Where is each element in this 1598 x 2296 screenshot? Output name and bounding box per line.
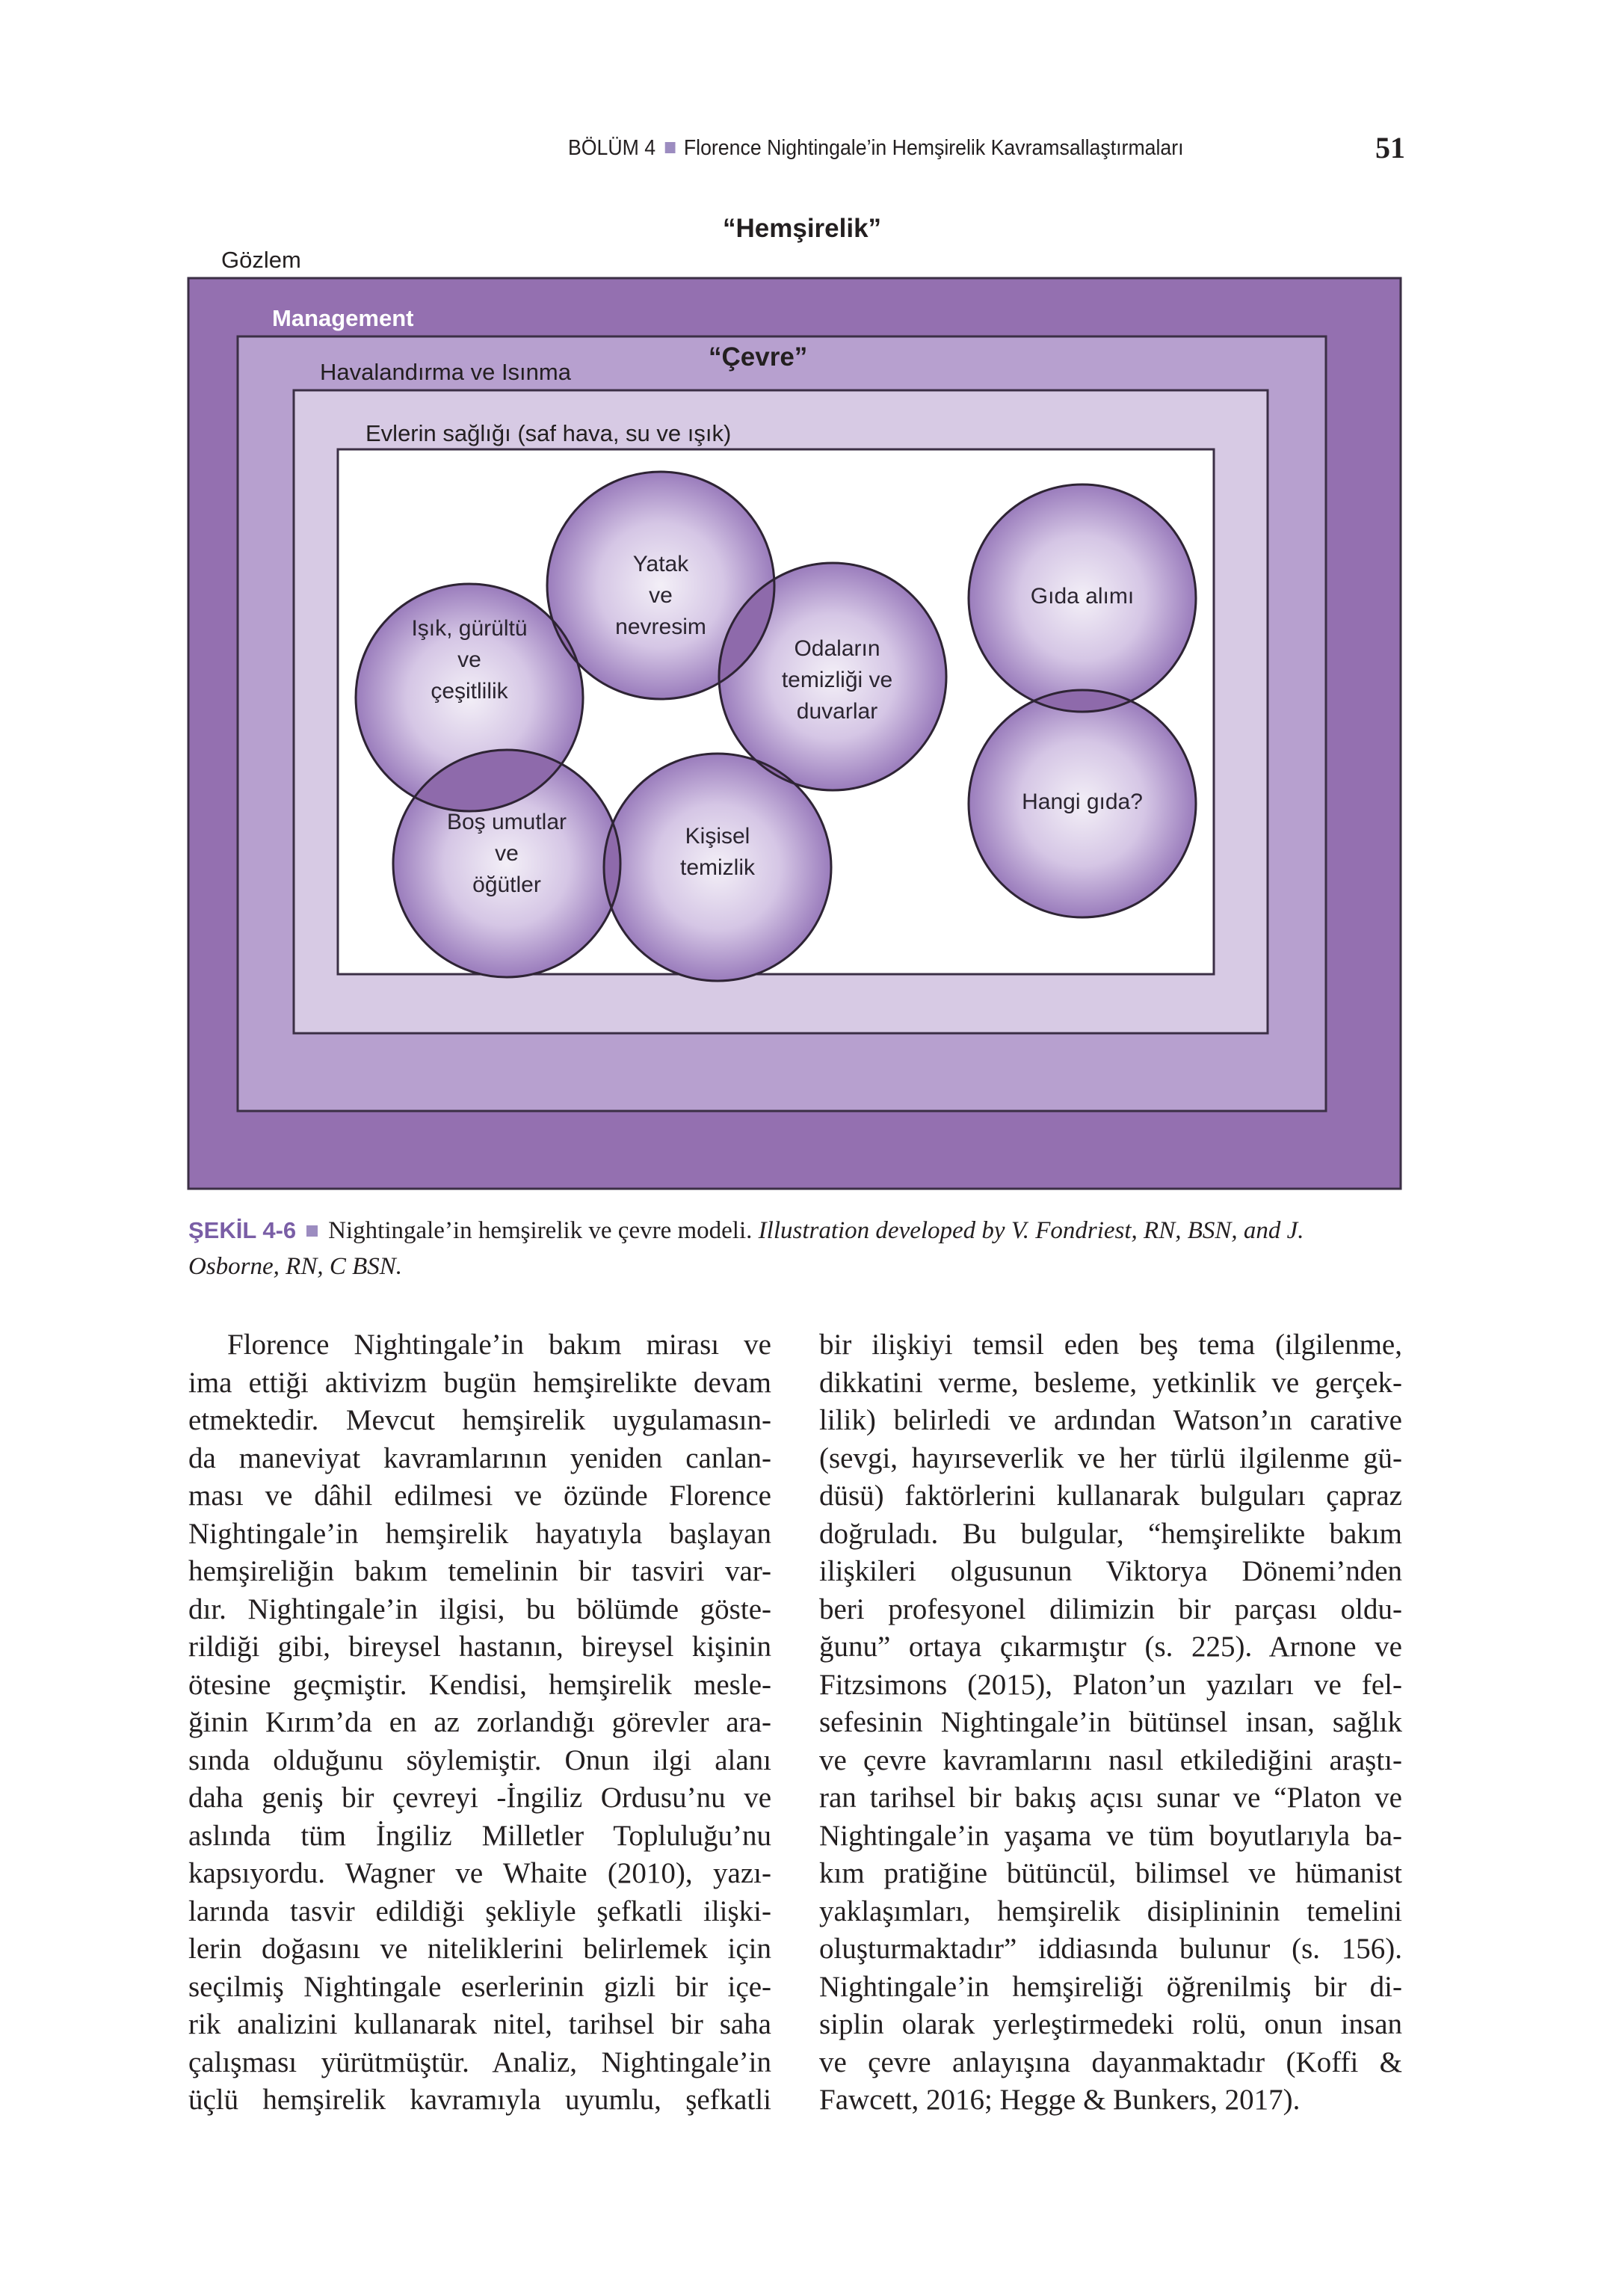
circle-label-hangi-gida: Hangi gıda? xyxy=(1022,790,1143,814)
body-line: kapsıyordu. Wagner ve Whaite (2010), yazı- xyxy=(188,1857,771,1889)
caption-credit-line2: Osborne, RN, C BSN. xyxy=(188,1253,403,1280)
body-line: Nightingale’in yaşama ve tüm boyutlarıyla ba- xyxy=(819,1819,1402,1852)
body-line: Fawcett, 2016; Hegge & Bunkers, 2017). xyxy=(819,2084,1301,2116)
label-cevre: “Çevre” xyxy=(709,342,808,372)
body-line: bir ilişkiyi temsil eden beş tema (ilgilenme, xyxy=(819,1329,1402,1361)
body-line: Nightingale’in hemşirelik hayatıyla başlayan xyxy=(188,1517,771,1550)
body-line: ilişkileri olgusunun Viktorya Dönemi’nden xyxy=(819,1555,1402,1587)
body-line: ması ve dâhil edilmesi ve özünde Florence xyxy=(188,1480,771,1512)
label-evlerin-sagligi: Evlerin sağlığı (saf hava, su ve ışık) xyxy=(365,420,732,446)
body-line: üçlü hemşirelik kavramıyla uyumlu, şefkatli xyxy=(188,2084,771,2116)
body-line: ran tarihsel bir bakış açısı sunar ve “Platon ve xyxy=(819,1782,1402,1814)
body-line: aslında tüm İngiliz Milletler Topluluğu’nu xyxy=(188,1819,771,1852)
body-line: yaklaşımları, hemşirelik disiplininin temelini xyxy=(819,1895,1402,1927)
body-line: oluşturmaktadır” iddiasında bulunur (s. 156). xyxy=(819,1933,1402,1965)
body-line: ima ettiği aktivizm bugün hemşirelikte devam xyxy=(188,1366,771,1399)
body-line: çalışması yürütmüştür. Analiz, Nightingale’in xyxy=(188,2046,771,2078)
circle-label-yatak: Yatak ve nevresim xyxy=(615,552,706,639)
body-line: Nightingale’in hemşireliği öğrenilmiş bir di- xyxy=(819,1970,1402,2003)
label-management: Management xyxy=(272,305,414,331)
body-line: siplin olarak yerleştirmedeki rolü, onun insan xyxy=(819,2008,1402,2040)
body-line: (sevgi, hayırseverlik ve her türlü ilgilenme gü- xyxy=(819,1441,1402,1474)
chapter-label: BÖLÜM 4 xyxy=(568,136,656,160)
body-line: seçilmiş Nightingale eserlerinin gizli bir içe- xyxy=(188,1970,771,2003)
body-line: ğunu” ortaya çıkarmıştır (s. 225). Arnone ve xyxy=(819,1631,1402,1663)
body-line: ve çevre anlayışına dayanmaktadır (Koffi & xyxy=(819,2046,1402,2078)
body-line: larında tasvir edildiği şekliyle şefkatli ilişki- xyxy=(188,1895,771,1927)
circle-label-kisisel: Kişisel temizlik xyxy=(679,824,756,880)
body-line: düsü) faktörlerini kullanarak bulguları çapraz xyxy=(819,1480,1402,1512)
body-line: rildiği gibi, bireysel hastanın, bireysel kişinin xyxy=(188,1631,771,1663)
body-line: ötesine geçmiştir. Kendisi, hemşirelik mesle- xyxy=(188,1668,771,1701)
body-line: Fitzsimons (2015), Platon’un yazıları ve fel- xyxy=(819,1668,1402,1701)
figure-caption xyxy=(188,1213,1399,1284)
label-havalandirma: Havalandırma ve Isınma xyxy=(320,359,571,385)
circle-label-isik: Işık, gürültü ve çeşitlilik xyxy=(411,616,528,704)
body-line: dikkatini verme, besleme, yetkinlik ve gerçek- xyxy=(819,1366,1402,1399)
chapter-title: Florence Nightingale’in Hemşirelik Kavramsallaştırmaları xyxy=(683,136,1184,160)
caption-text: Nightingale’in hemşirelik ve çevre modeli. xyxy=(328,1217,753,1244)
circle-label-bos-umutlar: Boş umutlar ve öğütler xyxy=(446,810,567,897)
body-line: rik analizini kullanarak nitel, tarihsel bir saha xyxy=(188,2008,771,2040)
body-line: beri profesyonel dilimizin bir parçası oldu- xyxy=(819,1592,1402,1625)
circle-label-gida-alimi: Gıda alımı xyxy=(1030,584,1135,609)
body-line: ğinin Kırım’da en az zorlandığı görevler ara- xyxy=(188,1706,771,1738)
body-column-left xyxy=(188,1326,771,2120)
body-line: daha geniş bir çevreyi -İngiliz Ordusu’nu ve xyxy=(188,1782,771,1814)
caption-credit-line1: Illustration developed by V. Fondriest, RN, BSN, and J. xyxy=(758,1217,1304,1244)
body-line: lilik) belirledi ve ardından Watson’ın carative xyxy=(819,1404,1402,1436)
body-line: kım pratiğine bütüncül, bilimsel ve hümanist xyxy=(819,1857,1402,1889)
label-hemsirelik: “Hemşirelik” xyxy=(723,214,882,243)
body-line: Florence Nightingale’in bakım mirası ve xyxy=(227,1329,771,1361)
body-line: doğruladı. Bu bulgular, “hemşirelikte bakım xyxy=(819,1517,1402,1550)
circle-label-odalar: Odaların temizliği ve duvarlar xyxy=(781,636,893,724)
body-line: lerin doğasını ve niteliklerini belirlemek için xyxy=(188,1933,771,1965)
body-line: sefesinin Nightingale’in bütünsel insan, sağlık xyxy=(819,1706,1402,1738)
body-column-right xyxy=(819,1326,1402,2120)
body-line: dır. Nightingale’in ilgisi, bu bölümde göste- xyxy=(188,1592,771,1625)
caption-bullet-icon xyxy=(306,1225,318,1237)
page-number: 51 xyxy=(1375,131,1405,164)
body-line: da maneviyat kavramlarının yeniden canlan- xyxy=(188,1441,771,1474)
body-line: sında olduğunu söylemiştir. Onun ilgi alanı xyxy=(188,1743,771,1776)
label-gozlem: Gözlem xyxy=(221,247,301,273)
body-line: ve çevre kavramlarını nasıl etkilediğini araştı- xyxy=(819,1743,1402,1776)
figure-id: ŞEKİL 4-6 xyxy=(188,1217,297,1243)
body-line: etmektedir. Mevcut hemşirelik uygulamasın- xyxy=(188,1404,771,1436)
body-line: hemşireliğin bakım temelinin bir tasviri var- xyxy=(188,1555,771,1587)
